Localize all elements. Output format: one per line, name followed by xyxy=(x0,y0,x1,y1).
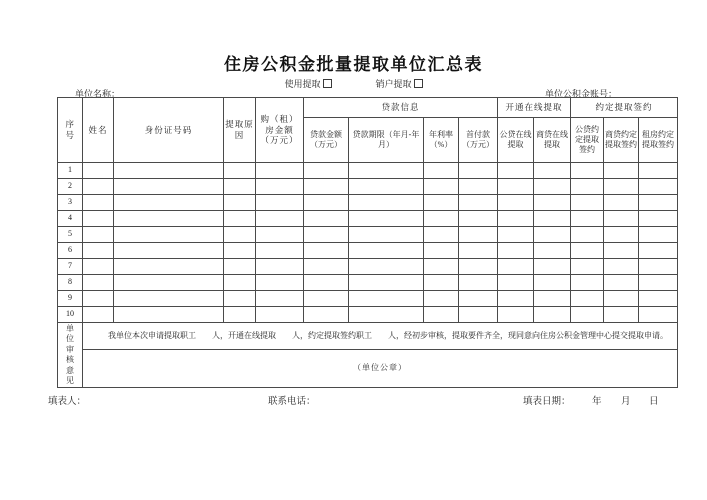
empty-cell xyxy=(534,243,571,259)
empty-cell xyxy=(224,227,256,243)
empty-cell xyxy=(424,179,459,195)
empty-cell xyxy=(534,259,571,275)
unit-review-label: 单位审核意见 xyxy=(58,323,83,388)
col-header-reason: 提取原因 xyxy=(224,98,256,163)
empty-cell xyxy=(224,163,256,179)
empty-cell xyxy=(83,211,114,227)
unit-account-label: 单位公积金账号： xyxy=(545,89,618,99)
empty-cell xyxy=(256,291,304,307)
col-header-gongdai-online: 公贷在线提取 xyxy=(498,118,534,163)
empty-cell xyxy=(349,259,424,275)
empty-cell xyxy=(424,195,459,211)
empty-cell xyxy=(304,195,349,211)
empty-cell xyxy=(83,243,114,259)
filler-label: 填表人： xyxy=(48,397,87,407)
table-row xyxy=(58,211,678,227)
empty-cell xyxy=(498,259,534,275)
empty-cell xyxy=(114,259,224,275)
empty-cell xyxy=(304,211,349,227)
empty-cell xyxy=(349,179,424,195)
empty-cell xyxy=(83,291,114,307)
empty-cell xyxy=(83,227,114,243)
empty-cell xyxy=(604,227,639,243)
empty-cell xyxy=(534,307,571,323)
empty-cell xyxy=(534,291,571,307)
row-number: 5 xyxy=(58,227,83,243)
empty-cell xyxy=(498,163,534,179)
row-number: 7 xyxy=(58,259,83,275)
month-label: 月 xyxy=(621,397,631,407)
empty-cell xyxy=(604,211,639,227)
empty-cell xyxy=(424,307,459,323)
empty-cell xyxy=(224,275,256,291)
empty-cell xyxy=(604,195,639,211)
empty-cell xyxy=(304,243,349,259)
empty-cell xyxy=(304,227,349,243)
empty-cell xyxy=(571,243,604,259)
empty-cell xyxy=(459,163,498,179)
empty-cell xyxy=(256,163,304,179)
empty-cell xyxy=(571,275,604,291)
empty-cell xyxy=(498,243,534,259)
empty-cell xyxy=(424,243,459,259)
row-number: 8 xyxy=(58,275,83,291)
empty-cell xyxy=(349,307,424,323)
empty-cell xyxy=(498,291,534,307)
empty-cell xyxy=(256,307,304,323)
empty-cell xyxy=(498,275,534,291)
empty-cell xyxy=(83,195,114,211)
empty-cell xyxy=(571,195,604,211)
empty-cell xyxy=(604,243,639,259)
row-number: 2 xyxy=(58,179,83,195)
empty-cell xyxy=(224,259,256,275)
empty-cell xyxy=(571,179,604,195)
empty-cell xyxy=(114,163,224,179)
unit-stamp-placeholder: （单位公章） xyxy=(83,350,678,388)
col-header-annual-rate: 年利率（%） xyxy=(424,118,459,163)
empty-cell xyxy=(639,163,678,179)
empty-cell xyxy=(224,195,256,211)
empty-cell xyxy=(83,259,114,275)
empty-cell xyxy=(256,275,304,291)
header-group-row xyxy=(58,98,678,118)
empty-cell xyxy=(604,307,639,323)
summary-table xyxy=(57,97,678,388)
empty-cell xyxy=(498,211,534,227)
close-account-withdraw-label: 销户提取 xyxy=(375,79,412,89)
empty-cell xyxy=(639,307,678,323)
empty-cell xyxy=(349,275,424,291)
empty-cell xyxy=(459,259,498,275)
col-header-seq: 序号 xyxy=(58,98,83,163)
empty-cell xyxy=(304,307,349,323)
table-row xyxy=(58,291,678,307)
empty-cell xyxy=(571,227,604,243)
table-row xyxy=(58,259,678,275)
group-header-agreement-sign: 约定提取签约 xyxy=(571,98,678,118)
date-label: 填表日期： xyxy=(523,397,571,407)
empty-cell xyxy=(114,179,224,195)
col-header-gongdai-agreement: 公贷约定提取签约 xyxy=(571,118,604,163)
row-number: 6 xyxy=(58,243,83,259)
empty-cell xyxy=(256,179,304,195)
form-footer xyxy=(0,393,707,407)
empty-cell xyxy=(424,211,459,227)
empty-cell xyxy=(534,195,571,211)
empty-cell xyxy=(639,275,678,291)
empty-cell xyxy=(83,307,114,323)
empty-cell xyxy=(459,227,498,243)
empty-cell xyxy=(114,291,224,307)
empty-cell xyxy=(639,243,678,259)
empty-cell xyxy=(571,291,604,307)
empty-cell xyxy=(224,179,256,195)
empty-cell xyxy=(459,179,498,195)
empty-cell xyxy=(114,243,224,259)
col-header-name: 姓名 xyxy=(83,98,114,163)
empty-cell xyxy=(224,307,256,323)
empty-cell xyxy=(424,275,459,291)
row-number: 3 xyxy=(58,195,83,211)
empty-cell xyxy=(83,163,114,179)
empty-cell xyxy=(349,291,424,307)
empty-cell xyxy=(459,195,498,211)
empty-cell xyxy=(114,227,224,243)
empty-cell xyxy=(424,259,459,275)
empty-cell xyxy=(534,211,571,227)
empty-cell xyxy=(459,275,498,291)
phone-label: 联系电话： xyxy=(268,397,316,407)
empty-cell xyxy=(498,195,534,211)
table-row xyxy=(58,163,678,179)
table-row xyxy=(58,307,678,323)
empty-cell xyxy=(304,291,349,307)
empty-cell xyxy=(304,259,349,275)
col-header-zufang-agreement: 租房约定提取签约 xyxy=(639,118,678,163)
group-header-online-withdraw: 开通在线提取 xyxy=(498,98,571,118)
close-account-checkbox-icon xyxy=(414,79,423,88)
empty-cell xyxy=(349,195,424,211)
unit-name-label: 单位名称： xyxy=(75,89,121,99)
empty-cell xyxy=(114,275,224,291)
use-withdraw-label: 使用提取 xyxy=(284,79,321,89)
use-withdraw-option xyxy=(284,77,331,90)
empty-cell xyxy=(498,307,534,323)
empty-cell xyxy=(604,259,639,275)
empty-cell xyxy=(114,195,224,211)
empty-cell xyxy=(224,291,256,307)
review-declaration-text: 我单位本次申请提取职工 人，开通在线提取 人，约定提取签约职工 人，经初步审核，提取要件齐全，现同意向住房公积金管理中心提交提取申请。 xyxy=(83,323,678,350)
review-declaration-row xyxy=(58,323,678,350)
empty-cell xyxy=(571,259,604,275)
empty-cell xyxy=(639,211,678,227)
empty-cell xyxy=(639,227,678,243)
empty-cell xyxy=(604,179,639,195)
empty-cell xyxy=(459,211,498,227)
table-row xyxy=(58,275,678,291)
col-header-loan-term: 贷款期限（年月-年月） xyxy=(349,118,424,163)
empty-cell xyxy=(498,179,534,195)
empty-cell xyxy=(349,163,424,179)
col-header-purchase-amount: 购（租）房金额（万元） xyxy=(256,98,304,163)
empty-cell xyxy=(304,275,349,291)
empty-cell xyxy=(604,291,639,307)
empty-cell xyxy=(424,291,459,307)
empty-cell xyxy=(349,211,424,227)
row-number: 4 xyxy=(58,211,83,227)
empty-cell xyxy=(534,275,571,291)
empty-cell xyxy=(534,163,571,179)
col-header-shangdai-agreement: 商贷约定提取签约 xyxy=(604,118,639,163)
empty-cell xyxy=(224,243,256,259)
empty-cell xyxy=(459,243,498,259)
empty-cell xyxy=(256,259,304,275)
empty-cell xyxy=(114,307,224,323)
empty-cell xyxy=(304,179,349,195)
empty-cell xyxy=(639,259,678,275)
close-account-withdraw-option xyxy=(376,77,423,90)
table-row xyxy=(58,179,678,195)
empty-cell xyxy=(571,211,604,227)
empty-cell xyxy=(256,243,304,259)
empty-cell xyxy=(349,227,424,243)
empty-cell xyxy=(571,163,604,179)
empty-cell xyxy=(571,307,604,323)
group-header-loan-info: 贷款信息 xyxy=(304,98,498,118)
row-number: 9 xyxy=(58,291,83,307)
row-number: 1 xyxy=(58,163,83,179)
empty-cell xyxy=(256,227,304,243)
empty-cell xyxy=(459,307,498,323)
empty-cell xyxy=(349,243,424,259)
col-header-down-payment: 首付款（万元） xyxy=(459,118,498,163)
form-title: 住房公积金批量提取单位汇总表 xyxy=(224,55,483,74)
empty-cell xyxy=(639,195,678,211)
empty-cell xyxy=(424,227,459,243)
empty-cell xyxy=(534,179,571,195)
day-label: 日 xyxy=(649,397,659,407)
year-label: 年 xyxy=(592,397,602,407)
table-row xyxy=(58,227,678,243)
empty-cell xyxy=(604,275,639,291)
empty-cell xyxy=(639,291,678,307)
empty-cell xyxy=(498,227,534,243)
empty-cell xyxy=(224,211,256,227)
empty-cell xyxy=(604,163,639,179)
empty-cell xyxy=(83,179,114,195)
empty-cell xyxy=(534,227,571,243)
col-header-id-number: 身份证号码 xyxy=(114,98,224,163)
use-withdraw-checkbox-icon xyxy=(323,79,332,88)
empty-cell xyxy=(639,179,678,195)
col-header-shangdai-online: 商贷在线提取 xyxy=(534,118,571,163)
empty-cell xyxy=(304,163,349,179)
table-row xyxy=(58,243,678,259)
empty-cell xyxy=(459,291,498,307)
empty-cell xyxy=(424,163,459,179)
empty-cell xyxy=(256,195,304,211)
empty-cell xyxy=(256,211,304,227)
empty-cell xyxy=(83,275,114,291)
review-stamp-row xyxy=(58,350,678,388)
empty-cell xyxy=(114,211,224,227)
col-header-loan-amount: 贷款金额（万元） xyxy=(304,118,349,163)
row-number: 10 xyxy=(58,307,83,323)
table-row xyxy=(58,195,678,211)
